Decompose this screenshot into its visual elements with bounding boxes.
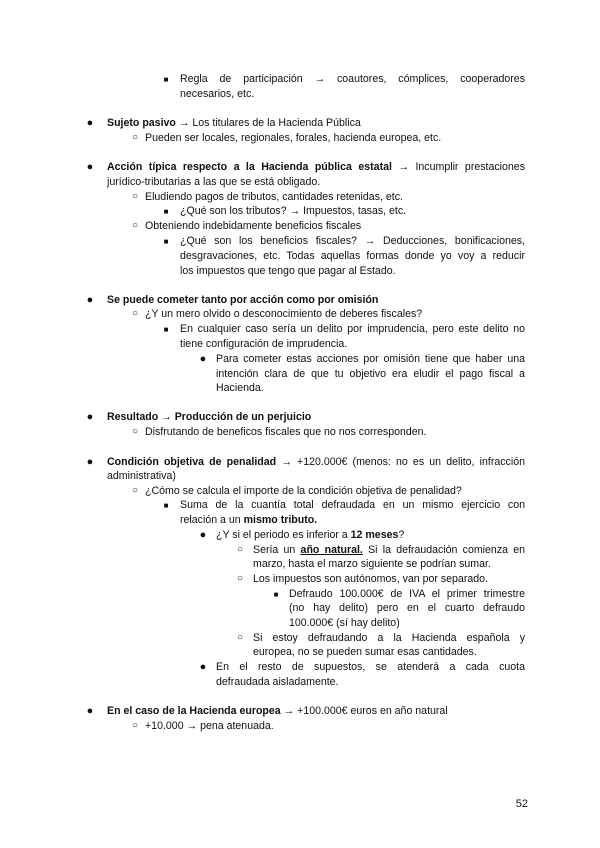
circle-bullet-icon: ○	[131, 132, 139, 143]
text-line: ¿Qué son los tributos? → Impuestos, tasas, etc.	[180, 205, 407, 217]
text-line: desgravaciones, etc. Todas aquellas formas donde yo voy a reducir	[180, 250, 525, 262]
circle-bullet-icon: ○	[131, 720, 139, 731]
heading-accion-tipica: Acción típica respecto a la Hacienda pública estatal	[107, 161, 392, 173]
text-line: ¿Cómo se calcula el importe de la condición objetiva de penalidad?	[145, 485, 462, 497]
text-line: (no hay delito) pero en el cuarto defraudo	[289, 602, 525, 614]
disc-bullet-icon: ●	[86, 705, 94, 717]
square-bullet-icon: ■	[163, 501, 169, 510]
text-line	[107, 704, 448, 718]
circle-bullet-icon: ○	[131, 220, 139, 231]
text-line: Los impuestos son autónomos, van por separado.	[253, 573, 488, 585]
text-span: Sería un	[253, 544, 301, 556]
square-bullet-icon: ■	[163, 207, 169, 216]
bold-mismo-tributo: mismo tributo.	[243, 514, 318, 526]
text-line	[180, 513, 317, 527]
text-line	[216, 528, 404, 542]
circle-bullet-icon: ○	[131, 426, 139, 437]
text-line: Obteniendo indebidamente beneficios fiscales	[145, 220, 362, 232]
page-number: 52	[515, 798, 528, 810]
heading-hacienda-europea: En el caso de la Hacienda europea	[107, 705, 281, 717]
text-line: administrativa)	[107, 470, 176, 482]
text-line: defraudada aisladamente.	[216, 676, 339, 688]
text-line	[107, 455, 525, 469]
text-line: Para cometer estas acciones por omisión tiene que haber una	[216, 353, 525, 365]
circle-bullet-icon: ○	[236, 573, 244, 584]
text-span: ?	[398, 529, 405, 541]
square-bullet-icon: ■	[273, 590, 279, 599]
text-span: relación a un	[180, 514, 244, 526]
square-bullet-icon: ■	[163, 237, 169, 246]
text-line: necesarios, etc.	[180, 88, 255, 100]
text-line: En el resto de supuestos, se atenderá a cada cuota	[216, 661, 525, 673]
circle-bullet-icon: ○	[131, 485, 139, 496]
text-line: los impuestos que tengo que pagar al Estado.	[180, 265, 396, 277]
square-bullet-icon: ■	[163, 75, 169, 84]
text-line: 100.000€ (sí hay delito)	[289, 617, 400, 629]
text-span: Los titulares de la Hacienda Pública	[192, 117, 361, 129]
text-span: → +100.000€ euros en año natural	[280, 705, 448, 717]
text-line: jurídico-tributarias a las que se está obligado.	[107, 176, 321, 188]
text-line: En cualquier caso sería un delito por imprudencia, pero este delito no	[180, 323, 525, 335]
text-line: europea, no se pueden sumar esas cantidades.	[253, 646, 477, 658]
disc-bullet-icon: ●	[199, 353, 207, 365]
text-line: Eludiendo pagos de tributos, cantidades retenidas, etc.	[145, 191, 403, 203]
text-span: Si la defraudación comienza en	[362, 544, 526, 556]
text-span: ¿Y si el periodo es inferior a	[216, 529, 351, 541]
text-span: → Incumplir prestaciones	[391, 161, 525, 173]
text-line: intención clara de que tu objetivo era eludir el pago fiscal a	[216, 368, 525, 380]
disc-bullet-icon: ●	[86, 161, 94, 173]
bold-ano-natural: año natural.	[300, 544, 363, 556]
text-line: Defraudo 100.000€ de IVA el primer trimestre	[289, 588, 525, 600]
text-line: Pueden ser locales, regionales, forales, hacienda europea, etc.	[145, 132, 442, 144]
text-line: Si estoy defraudando a la Hacienda española y	[253, 632, 525, 644]
text-line: tiene configuración de imprudencia.	[180, 338, 348, 350]
square-bullet-icon: ■	[163, 325, 169, 334]
heading-accion-omision: Se puede cometer tanto por acción como por omisión	[107, 294, 379, 306]
text-line: Suma de la cuantía total defraudada en un mismo ejercicio con	[180, 499, 525, 511]
text-span: → +120.000€ (menos: no es un delito, infracción	[276, 456, 525, 468]
disc-bullet-icon: ●	[86, 411, 94, 423]
heading-sujeto-pasivo: Sujeto pasivo →	[107, 117, 193, 129]
disc-bullet-icon: ●	[199, 529, 207, 541]
text-line	[107, 116, 361, 130]
bold-12-meses: 12 meses	[350, 529, 399, 541]
circle-bullet-icon: ○	[131, 191, 139, 202]
circle-bullet-icon: ○	[236, 544, 244, 555]
heading-condicion-objetiva: Condición objetiva de penalidad	[107, 456, 277, 468]
text-line: ¿Y un mero olvido o desconocimiento de deberes fiscales?	[145, 308, 423, 320]
disc-bullet-icon: ●	[86, 456, 94, 468]
text-line: Hacienda.	[216, 382, 264, 394]
text-line: marzo, hasta el marzo siguiente se podrían sumar.	[253, 558, 491, 570]
circle-bullet-icon: ○	[236, 632, 244, 643]
text-line: Regla de participación → coautores, cómplices, cooperadores	[180, 73, 525, 85]
disc-bullet-icon: ●	[86, 117, 94, 129]
text-line	[253, 543, 525, 557]
heading-resultado: Resultado → Producción de un perjuicio	[107, 411, 312, 423]
circle-bullet-icon: ○	[131, 308, 139, 319]
text-line: +10.000 → pena atenuada.	[145, 720, 274, 732]
disc-bullet-icon: ●	[86, 294, 94, 306]
disc-bullet-icon: ●	[199, 661, 207, 673]
text-line: Disfrutando de beneficos fiscales que no nos corresponden.	[145, 426, 427, 438]
text-line	[107, 160, 525, 174]
text-line: ¿Qué son los beneficios fiscales? → Deducciones, bonificaciones,	[180, 235, 525, 247]
